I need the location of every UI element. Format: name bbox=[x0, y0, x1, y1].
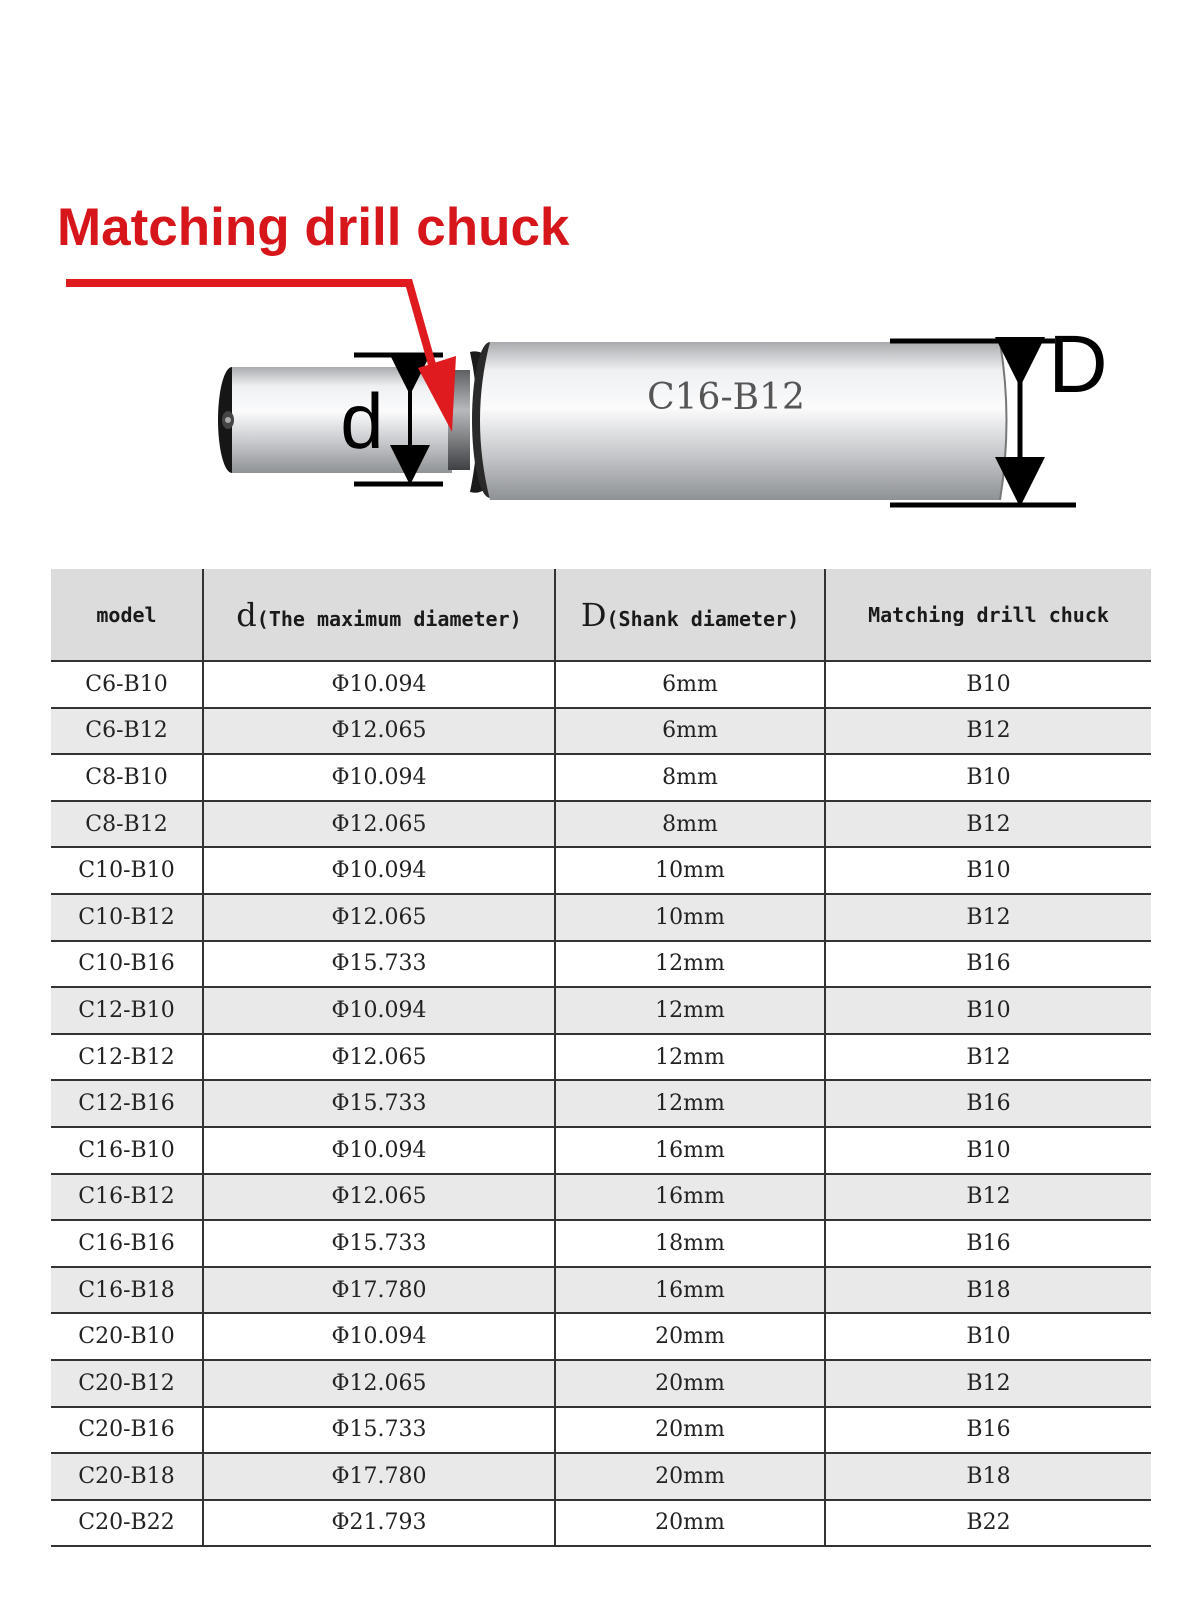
cell-max-diameter: Φ10.094 bbox=[203, 1127, 555, 1174]
cell-matching-chuck: B12 bbox=[825, 1360, 1151, 1407]
header-matching-chuck: Matching drill chuck bbox=[825, 569, 1151, 661]
table-row bbox=[51, 1407, 1151, 1454]
cell-max-diameter: Φ15.733 bbox=[203, 1407, 555, 1454]
cell-model: C6-B10 bbox=[51, 661, 203, 708]
cell-shank-diameter: 20mm bbox=[555, 1360, 825, 1407]
cell-model: C12-B12 bbox=[51, 1034, 203, 1081]
header-d-symbol: d bbox=[236, 595, 257, 634]
cell-matching-chuck: B10 bbox=[825, 661, 1151, 708]
cell-matching-chuck: B10 bbox=[825, 754, 1151, 801]
cell-max-diameter: Φ15.733 bbox=[203, 941, 555, 988]
cell-matching-chuck: B12 bbox=[825, 708, 1151, 755]
cell-shank-diameter: 16mm bbox=[555, 1267, 825, 1314]
cell-shank-diameter: 12mm bbox=[555, 941, 825, 988]
cell-max-diameter: Φ10.094 bbox=[203, 754, 555, 801]
cell-model: C20-B16 bbox=[51, 1407, 203, 1454]
table-row bbox=[51, 1127, 1151, 1174]
table-row bbox=[51, 1174, 1151, 1221]
cell-shank-diameter: 18mm bbox=[555, 1220, 825, 1267]
header-model: model bbox=[51, 569, 203, 661]
cell-matching-chuck: B16 bbox=[825, 1220, 1151, 1267]
cell-shank-diameter: 20mm bbox=[555, 1500, 825, 1547]
header-shank-diameter bbox=[555, 569, 825, 661]
cell-shank-diameter: 10mm bbox=[555, 894, 825, 941]
cell-shank-diameter: 12mm bbox=[555, 1034, 825, 1081]
cell-model: C10-B12 bbox=[51, 894, 203, 941]
cell-max-diameter: Φ21.793 bbox=[203, 1500, 555, 1547]
cell-model: C16-B12 bbox=[51, 1174, 203, 1221]
cell-max-diameter: Φ10.094 bbox=[203, 1313, 555, 1360]
cell-shank-diameter: 20mm bbox=[555, 1407, 825, 1454]
table-row bbox=[51, 1080, 1151, 1127]
cell-matching-chuck: B10 bbox=[825, 1313, 1151, 1360]
header-max-diameter bbox=[203, 569, 555, 661]
cell-max-diameter: Φ10.094 bbox=[203, 987, 555, 1034]
cell-max-diameter: Φ10.094 bbox=[203, 847, 555, 894]
cell-max-diameter: Φ10.094 bbox=[203, 661, 555, 708]
table-row bbox=[51, 708, 1151, 755]
header-D-label: (Shank diameter) bbox=[606, 606, 800, 631]
cell-max-diameter: Φ12.065 bbox=[203, 1034, 555, 1081]
table-row bbox=[51, 847, 1151, 894]
cell-matching-chuck: B12 bbox=[825, 894, 1151, 941]
cell-matching-chuck: B10 bbox=[825, 847, 1151, 894]
arbor-engraving: C16-B12 bbox=[647, 377, 805, 418]
table-row bbox=[51, 1313, 1151, 1360]
cell-model: C8-B10 bbox=[51, 754, 203, 801]
cell-shank-diameter: 6mm bbox=[555, 708, 825, 755]
cell-max-diameter: Φ15.733 bbox=[203, 1080, 555, 1127]
cell-model: C12-B16 bbox=[51, 1080, 203, 1127]
table-row bbox=[51, 661, 1151, 708]
arbor-diagram bbox=[0, 0, 1200, 540]
cell-matching-chuck: B10 bbox=[825, 1127, 1151, 1174]
cell-shank-diameter: 8mm bbox=[555, 754, 825, 801]
table-row bbox=[51, 801, 1151, 848]
cell-max-diameter: Φ17.780 bbox=[203, 1453, 555, 1500]
table-row bbox=[51, 1453, 1151, 1500]
table-row bbox=[51, 987, 1151, 1034]
small-diameter-label: d bbox=[340, 377, 384, 465]
cell-max-diameter: Φ17.780 bbox=[203, 1267, 555, 1314]
cell-matching-chuck: B16 bbox=[825, 1407, 1151, 1454]
header-D-symbol: D bbox=[580, 595, 607, 634]
cell-matching-chuck: B22 bbox=[825, 1500, 1151, 1547]
cell-matching-chuck: B16 bbox=[825, 1080, 1151, 1127]
cell-model: C6-B12 bbox=[51, 708, 203, 755]
cell-shank-diameter: 6mm bbox=[555, 661, 825, 708]
cell-model: C10-B10 bbox=[51, 847, 203, 894]
arbor-small-end bbox=[218, 367, 452, 473]
cell-model: C20-B22 bbox=[51, 1500, 203, 1547]
shank-diameter-label: D bbox=[1048, 319, 1108, 410]
table-row bbox=[51, 894, 1151, 941]
cell-shank-diameter: 16mm bbox=[555, 1174, 825, 1221]
cell-max-diameter: Φ15.733 bbox=[203, 1220, 555, 1267]
cell-shank-diameter: 20mm bbox=[555, 1313, 825, 1360]
cell-shank-diameter: 12mm bbox=[555, 1080, 825, 1127]
cell-max-diameter: Φ12.065 bbox=[203, 801, 555, 848]
cell-matching-chuck: B18 bbox=[825, 1267, 1151, 1314]
cell-model: C20-B12 bbox=[51, 1360, 203, 1407]
cell-max-diameter: Φ12.065 bbox=[203, 1360, 555, 1407]
cell-shank-diameter: 8mm bbox=[555, 801, 825, 848]
cell-matching-chuck: B18 bbox=[825, 1453, 1151, 1500]
table-row bbox=[51, 1267, 1151, 1314]
spec-table bbox=[51, 569, 1151, 1547]
header-d-label: (The maximum diameter) bbox=[256, 606, 522, 631]
cell-matching-chuck: B10 bbox=[825, 987, 1151, 1034]
table-row bbox=[51, 1500, 1151, 1547]
cell-model: C12-B10 bbox=[51, 987, 203, 1034]
cell-shank-diameter: 16mm bbox=[555, 1127, 825, 1174]
table-header-row bbox=[51, 569, 1151, 661]
cell-max-diameter: Φ12.065 bbox=[203, 1174, 555, 1221]
table-row bbox=[51, 1220, 1151, 1267]
cell-matching-chuck: B16 bbox=[825, 941, 1151, 988]
cell-model: C16-B18 bbox=[51, 1267, 203, 1314]
cell-model: C20-B18 bbox=[51, 1453, 203, 1500]
cell-matching-chuck: B12 bbox=[825, 801, 1151, 848]
cell-model: C16-B10 bbox=[51, 1127, 203, 1174]
table-row bbox=[51, 1360, 1151, 1407]
callout-label: Matching drill chuck bbox=[57, 198, 570, 257]
cell-model: C10-B16 bbox=[51, 941, 203, 988]
table-row bbox=[51, 754, 1151, 801]
cell-shank-diameter: 20mm bbox=[555, 1453, 825, 1500]
cell-max-diameter: Φ12.065 bbox=[203, 894, 555, 941]
cell-matching-chuck: B12 bbox=[825, 1034, 1151, 1081]
cell-shank-diameter: 12mm bbox=[555, 987, 825, 1034]
cell-max-diameter: Φ12.065 bbox=[203, 708, 555, 755]
table-row bbox=[51, 941, 1151, 988]
cell-shank-diameter: 10mm bbox=[555, 847, 825, 894]
arbor-shank bbox=[480, 342, 1007, 500]
cell-model: C16-B16 bbox=[51, 1220, 203, 1267]
cell-model: C8-B12 bbox=[51, 801, 203, 848]
cell-model: C20-B10 bbox=[51, 1313, 203, 1360]
cell-matching-chuck: B12 bbox=[825, 1174, 1151, 1221]
table-row bbox=[51, 1034, 1151, 1081]
